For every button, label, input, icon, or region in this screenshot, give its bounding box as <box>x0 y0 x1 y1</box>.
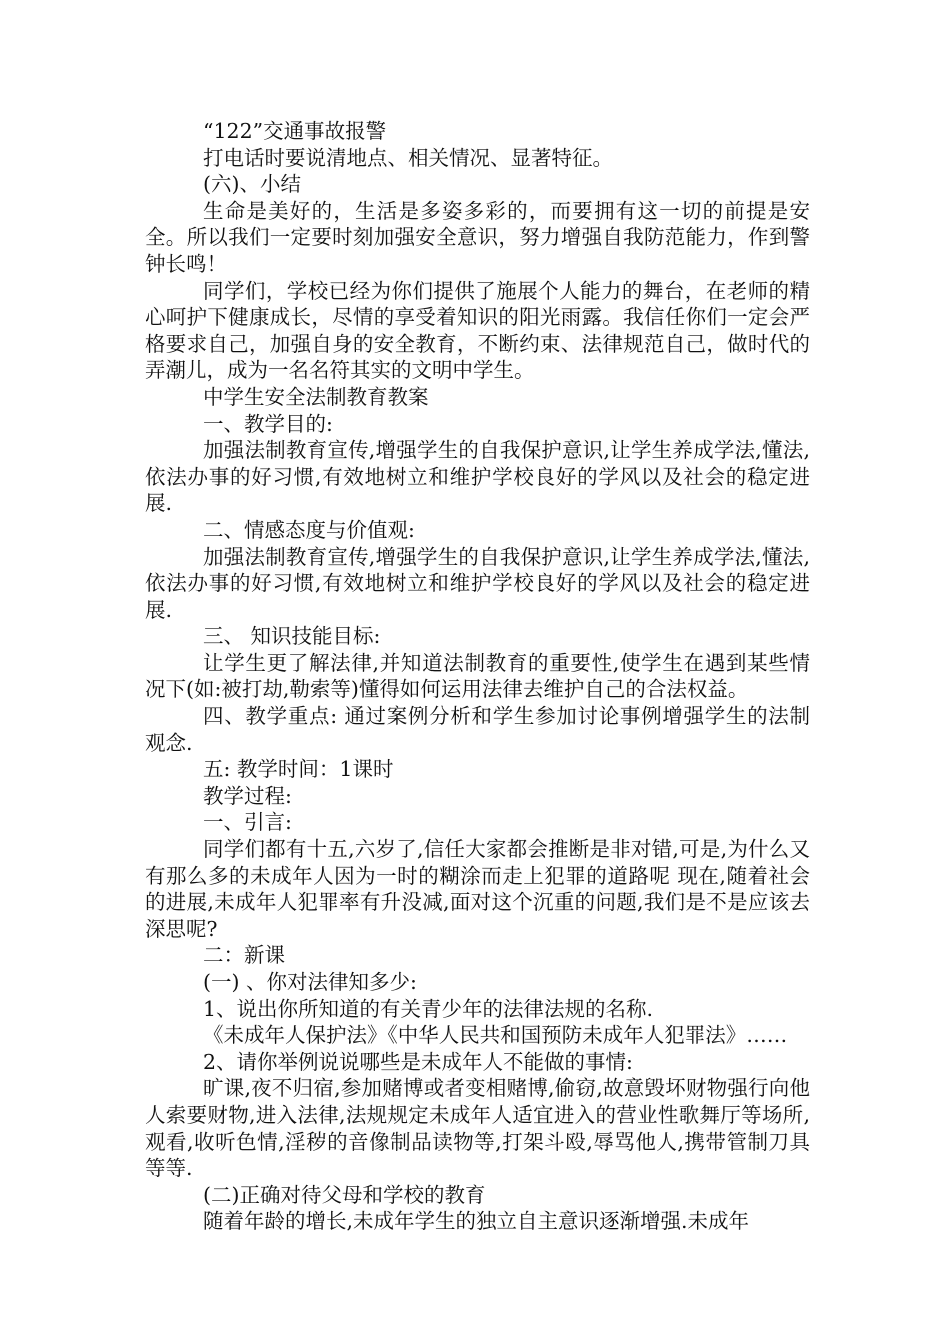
section-heading: 五: 教学时间：1课时 <box>203 757 394 782</box>
paragraph: 1、说出你所知道的有关青少年的法律法规的名称. <box>203 996 654 1021</box>
section-heading: 二：新课 <box>203 943 285 968</box>
section-heading: (六)、小结 <box>203 172 301 197</box>
paragraph: 打电话时要说清地点、相关情况、显著特征。 <box>203 145 613 170</box>
section-heading: 一、引言: <box>203 810 292 835</box>
document-title: 中学生安全法制教育教案 <box>203 384 429 409</box>
section-heading: 二、情感态度与价值观: <box>203 517 415 542</box>
paragraph: 同学们，学校已经为你们提供了施展个人能力的舞台，在老师的精心呵护下健康成长，尽情的享受着知识的阳光雨露。我信任你们一定会严格要求自己，加强自身的安全教育，不断约束、法律规范自己，做时代的弄潮儿，成为一名名符其实的文明中学生。 <box>145 278 810 383</box>
paragraph: 同学们都有十五,六岁了,信任大家都会推断是非对错,可是,为什么又有那么多的未成年人因为一时的糊涂而走上犯罪的道路呢 现在,随着社会的进展,未成年人犯罪率有升没减,面对这个沉重的问题,我们是不是应该去深思呢? <box>145 837 810 941</box>
section-heading: 一、教学目的: <box>203 411 333 436</box>
paragraph: 加强法制教育宣传,增强学生的自我保护意识,让学生养成学法,懂法,依法办事的好习惯,有效地树立和维护学校良好的学风以及社会的稳定进展. <box>145 544 810 622</box>
paragraph: 加强法制教育宣传,增强学生的自我保护意识,让学生养成学法,懂法,依法办事的好习惯,有效地树立和维护学校良好的学风以及社会的稳定进展. <box>145 438 810 516</box>
section-heading: (一) 、你对法律知多少: <box>203 970 417 994</box>
paragraph: 让学生更了解法律,并知道法制教育的重要性,使学生在遇到某些情况下(如:被打劫,勒索等)懂得如何运用法律去维护自己的合法权益。 <box>145 650 810 702</box>
paragraph: 旷课,夜不归宿,参加赌博或者变相赌博,偷窃,故意毁坏财物强行向他人索要财物,进入法律,法规规定未成年人适宜进入的营业性歌舞厅等场所,观看,收听色情,淫秽的音像制品读物等,打架斗殴,辱骂他人,携带管制刀具等等. <box>145 1076 810 1181</box>
section-heading: 教学过程: <box>203 783 292 808</box>
section-heading: 四、教学重点: 通过案例分析和学生参加讨论事例增强学生的法制观念. <box>145 704 810 755</box>
paragraph: 随着年龄的增长,未成年学生的独立自主意识逐渐增强.未成年 <box>203 1209 750 1234</box>
paragraph: 生命是美好的，生活是多姿多彩的，而要拥有这一切的前提是安全。所以我们一定要时刻加强安全意识，努力增强自我防范能力，作到警钟长鸣！ <box>145 198 810 276</box>
section-heading: (二)正确对待父母和学校的教育 <box>203 1182 486 1207</box>
section-heading: 三、 知识技能目标: <box>203 624 381 649</box>
paragraph: “122”交通事故报警 <box>203 119 387 143</box>
document-page <box>145 118 810 1235</box>
paragraph: 2、请你举例说说哪些是未成年人不能做的事情: <box>203 1049 633 1074</box>
paragraph: 《未成年人保护法》《中华人民共和国预防未成年人犯罪法》…… <box>203 1023 788 1048</box>
